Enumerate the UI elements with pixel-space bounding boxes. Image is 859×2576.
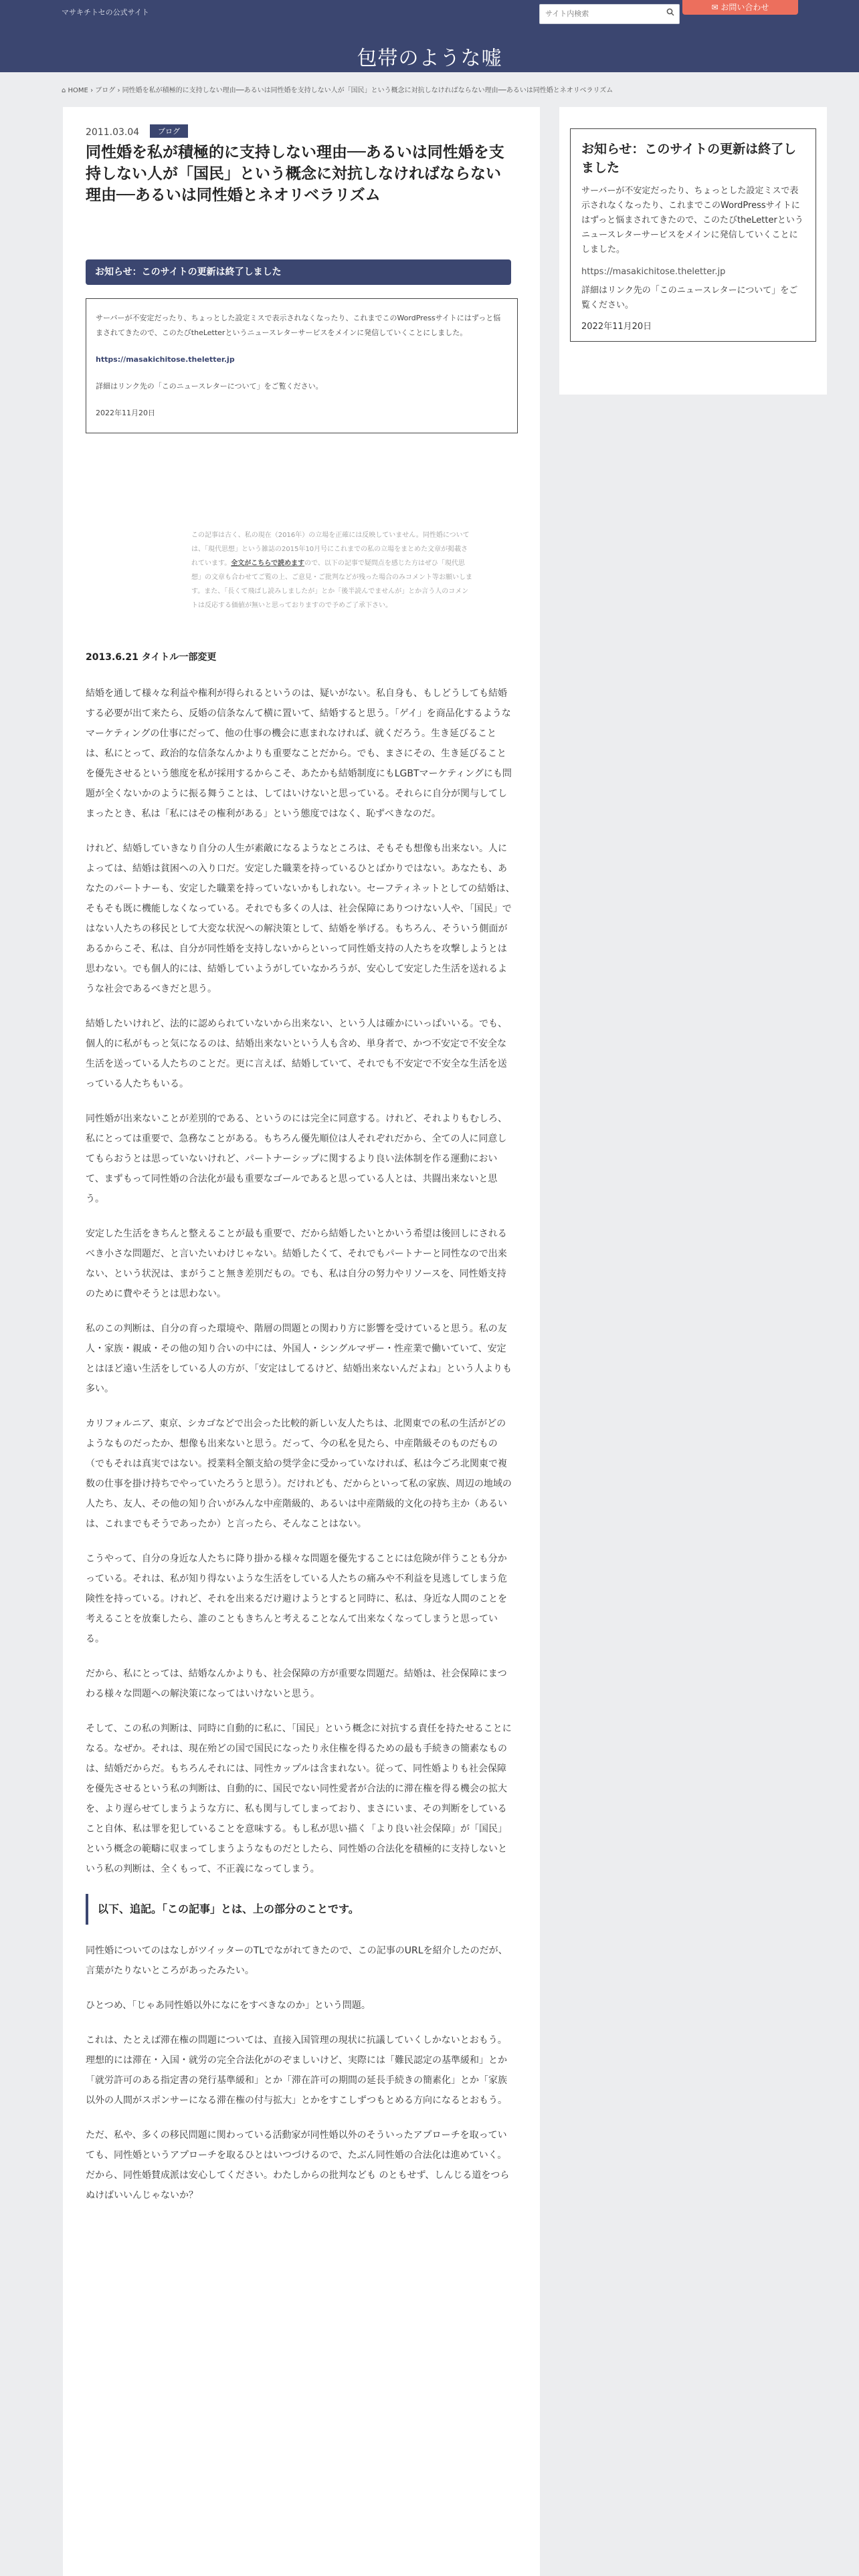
breadcrumb-home[interactable]: HOME (68, 87, 88, 94)
search-input[interactable] (540, 5, 664, 22)
breadcrumb-blog[interactable]: ブログ (95, 87, 116, 94)
article-card (63, 107, 540, 2576)
contact-button[interactable] (682, 0, 798, 15)
article-paragraph: 同性婚が出来ないことが差別的である、というのには完全に同意する。けれど、それよりもむしろ、私にとっては重要で、急務なことがある。もちろん優先順位は人それぞれだから、全ての人に同意してもらおうとは思っていないけれど、パートナーシップに関するより良い法体制を作る運動において、まずもって同性婚の合法化が最も重要なゴールであると思っている人とは、共闘出来ないと思う。 (86, 1113, 507, 1204)
notice-detail: 詳細はリンク先の「このニュースレターについて」をご覧ください。 (96, 382, 323, 391)
article-paragraph: 私のこの判断は、自分の育った環境や、階層の問題との関わり方に影響を受けていると思う。私の友人・家族・親戚・その他の知り合いの中には、外国人・シングルマザー・性産業で働いていて、安定とはほど遠い生活をしている人の方が、「安定はしてるけど、結婚出来ないんだよね」という人よりも多い。 (86, 1323, 512, 1394)
search-icon[interactable] (666, 8, 674, 16)
notice-heading: お知らせ：このサイトの更新は終了しました (86, 259, 511, 285)
sidebar-url-link[interactable]: https://masakichitose.theletter.jp (581, 267, 726, 277)
notice-box (86, 298, 518, 433)
search-box[interactable] (539, 4, 680, 24)
breadcrumb-separator: › (117, 87, 122, 94)
article-body (86, 683, 515, 2220)
addendum-paragraph: 同性婚についてのはなしがツイッターのTLでながれてきたので、この記事のURLを紹介したのだが、言葉がたりないところがあったみたい。 (86, 1945, 508, 1976)
category-badge[interactable]: ブログ (150, 124, 188, 138)
notice-text: サーバーが不安定だったり、ちょっとした設定ミスで表示されなくなったり、これまでこのWordPressサイトにはずっと悩まされてきたので、このたびtheLetterというニュースレターサービスをメインに発信していくことにしました。 (96, 314, 501, 337)
article-paragraph: こうやって、自分の身近な人たちに降り掛かる様々な問題を優先することには危険が伴うことも分かっている。それは、私が知り得ないような生活をしている人たちの痛みや不利益を見逃してしまう危険性を持っている。けれど、それを出来るだけ避けようとすると同時に、私は、身近な人間のことを考えることを放棄したら、誰のこともきちんと考えることなんて出来なくなってしまうと思っている。 (86, 1553, 507, 1644)
breadcrumb-separator: › (90, 87, 96, 94)
article-paragraph: けれど、結婚していきなり自分の人生が素敵になるようなところは、そもそも想像も出来ない。人によっては、結婚は貧困への入り口だ。安定した職業を持っているひとばかりではない。あなたも、あなたのパートナーも、安定した職業を持っていないかもしれない。セーフティネットとしての結婚は、そもそも既に機能しなくなっている。それでも多くの人は、社会保障にありつけない人や、「国民」ではない人たちの移民として大変な状況への解決策として、結婚を挙げる。もちろん、そういう側面があるからこそ、私は、自分が同性婚を支持しないからといって同性婚支持の人たちを攻撃しようとは思わない。でも個人的には、結婚していようがしていなかろうが、安心して安定した生活を送れるような社会であるべきだと思う。 (86, 843, 515, 994)
envelope-icon: ✉ (711, 3, 721, 12)
addendum-paragraph: ただ、私や、多くの移民問題に関わっている活動家が同性婚以外のそういったアプローチを取っていても、同性婚というアプローチを取るひとはいつづけるので、たぶん同性婚の合法化は進めていく。だから、同性婚賛成派は安心してください。わたしからの批判なども のともせず、しんじる道をつらぬけばいいんじゃないか？ (86, 2130, 510, 2201)
full-text-link[interactable]: 全文がこちらで読めます (231, 560, 305, 567)
update-heading: 2013.6.21 タイトル一部変更 (86, 652, 217, 663)
sidebar-notice-widget (570, 128, 816, 342)
addendum-heading: 以下、追記。「この記事」とは、上の部分のことです。 (86, 1894, 515, 1925)
disclaimer (191, 528, 472, 613)
article-paragraph: 結婚したいけれど、法的に認められていないから出来ない、という人は確かにいっぱいいる。でも、個人的に私がもっと気になるのは、結婚出来ないという人も含め、単身者で、かつ不安定で不安全な生活を送っている人たちのことだ。更に言えば、結婚していて、それでも不安定で不安全な生活を送っている人たちもいる。 (86, 1018, 507, 1089)
contact-label: お問い合わせ (721, 3, 769, 12)
site-header (0, 0, 859, 72)
article-paragraph: 安定した生活をきちんと整えることが最も重要で、だから結婚したいとかいう希望は後回しにされるべき小さな問題だ、と言いたいわけじゃない。結婚したくて、それでもパートナーと同性なので出来ない、という状況は、まがうこと無き差別だもの。でも、私は自分の努力やリソースを、同性婚支持のために費やそうとは思わない。 (86, 1228, 507, 1299)
disclaimer-text: ので、以下の記事で疑問点を感じた方はぜひ「現代思想」の文章も合わせてご覧の上、ご意見・ご批判などが残った場合のみコメント等お願いします。また、「長くて飛ばし読みしましたが」とか「後半読んでませんが」とか言う人のコメントは反応する価値が無いと思っておりますので予めご了承下さい。 (191, 560, 472, 609)
post-date: 2011.03.04 (86, 127, 140, 138)
article-paragraph: そして、この私の判断は、同時に自動的に私に、「国民」という概念に対抗する責任を持たせることになる。なぜか。それは、現在殆どの国で国民になったり永住権を得るための最も手続きの簡素なものは、結婚だからだ。もちろんそれには、同性カップルは含まれない。従って、同性婚よりも社会保障を優先させるという私の判断は、自動的に、国民でない同性愛者が合法的に滞在権を得る機会の拡大を、より遅らせてしまうような方に、私も関与してしまっており、まさにいま、その判断をしていること自体、私は罪を犯していることを意味する。もし私が思い描く「より良い社会保障」が「国民」という概念の範疇に収まってしまうようなものだとしたら、同性婚の合法化を積極的に支持しないという私の判断は、全くもって、不正義になってしまう。 (86, 1723, 512, 1874)
breadcrumb (62, 84, 613, 94)
home-icon: ⌂ (62, 87, 68, 94)
breadcrumb-current: 同性婚を私が積極的に支持しない理由──あるいは同性婚を支持しない人が「国民」という概念に対抗しなければならない理由──あるいは同性婚とネオリベラリズム (122, 87, 613, 94)
site-title[interactable]: 包帯のような嘘 (357, 47, 502, 70)
sidebar-title: お知らせ：このサイトの更新は終了しました (581, 142, 797, 175)
addendum-paragraph: ひとつめ、「じゃあ同性婚以外になにをすべきなのか」という問題。 (86, 2000, 371, 2011)
article-paragraph: 結婚を通して様々な利益や権利が得られるというのは、疑いがない。私自身も、もしどうしても結婚する必要が出て来たら、反婚の信条なんて横に置いて、結婚すると思う。「ゲイ」を商品化するようなマーケティングの仕事にだって、他の仕事の機会に恵まれなければ、就くだろう。生き延びることは、私にとって、政治的な信条なんかよりも重要なことだから。でも、まさにその、生き延びることを優先させるという態度を私が採用するからこそ、あたかも結婚制度にもLGBTマーケティングにも問題が全くないかのように振る舞うことは、してはいけないと思っている。それらに自分が関与してしまったとき、私は「私にはその権利がある」という態度ではなく、恥ずべきなのだ。 (86, 688, 512, 819)
sidebar-text: サーバーが不安定だったり、ちょっとした設定ミスで表示されなくなったり、これまでこのWordPressサイトにはずっと悩まされてきたので、このたびtheLetterというニュースレターサービスをメインに発信していくことにしました。 (581, 186, 803, 255)
disclaimer-text: この記事は古く、私の現在（2016年）の立場を正確には反映していません。同性婚については、「現代思想」という雑誌の2015年10月号にこれまでの私の立場をまとめた文章が掲載されています。 (191, 532, 470, 567)
article-paragraph: カリフォルニア、東京、シカゴなどで出会った比較的新しい友人たちは、北関東での私の生活がどのようなものだったか、想像も出来ないと思う。だって、今の私を見たら、中産階級そのものだもの（でもそれは真実ではない。授業料全額支給の奨学金に受かっていなければ、私は今ごろ北関東で複数の仕事を掛け持ちでやっていたろうと思う）。だけれども、だからといって私の家族、周辺の地域の人たち、友人、その他の知り合いがみんな中産階級的、あるいは中産階級的文化の持ち主か（あるいは、これまでもそうであったか）と言ったら、そんなことはない。 (86, 1418, 512, 1529)
notice-date: 2022年11月20日 (96, 409, 155, 417)
site-tagline: マサキチトセの公式サイト (62, 8, 149, 17)
article-paragraph: だから、私にとっては、結婚なんかよりも、社会保障の方が重要な問題だ。結婚は、社会保障にまつわる様々な問題への解決策になってはいけないと思う。 (86, 1669, 507, 1699)
notice-url-link[interactable]: https://masakichitose.theletter.jp (96, 355, 235, 364)
sidebar-date: 2022年11月20日 (581, 322, 652, 332)
sidebar (559, 107, 827, 395)
sidebar-detail: 詳細はリンク先の「このニュースレターについて」をご覧ください。 (581, 286, 798, 310)
addendum-paragraph: これは、たとえば滞在権の問題については、直接入国管理の現状に抗議していくしかないとおもう。理想的には滞在・入国・就労の完全合法化がのぞましいけど、実際には「難民認定の基準緩和」とか「就労許可のある指定書の発行基準緩和」とか「滞在許可の期間の延長手続きの簡素化」とか「家族以外の人間がスポンサーになる滞在権の付与拡大」とかをすこしずつもとめる方向になるとおもう。 (86, 2035, 507, 2106)
post-title: 同性婚を私が積極的に支持しない理由──あるいは同性婚を支持しない人が「国民」という概念に対抗しなければならない理由──あるいは同性婚とネオリベラリズム (86, 144, 504, 204)
